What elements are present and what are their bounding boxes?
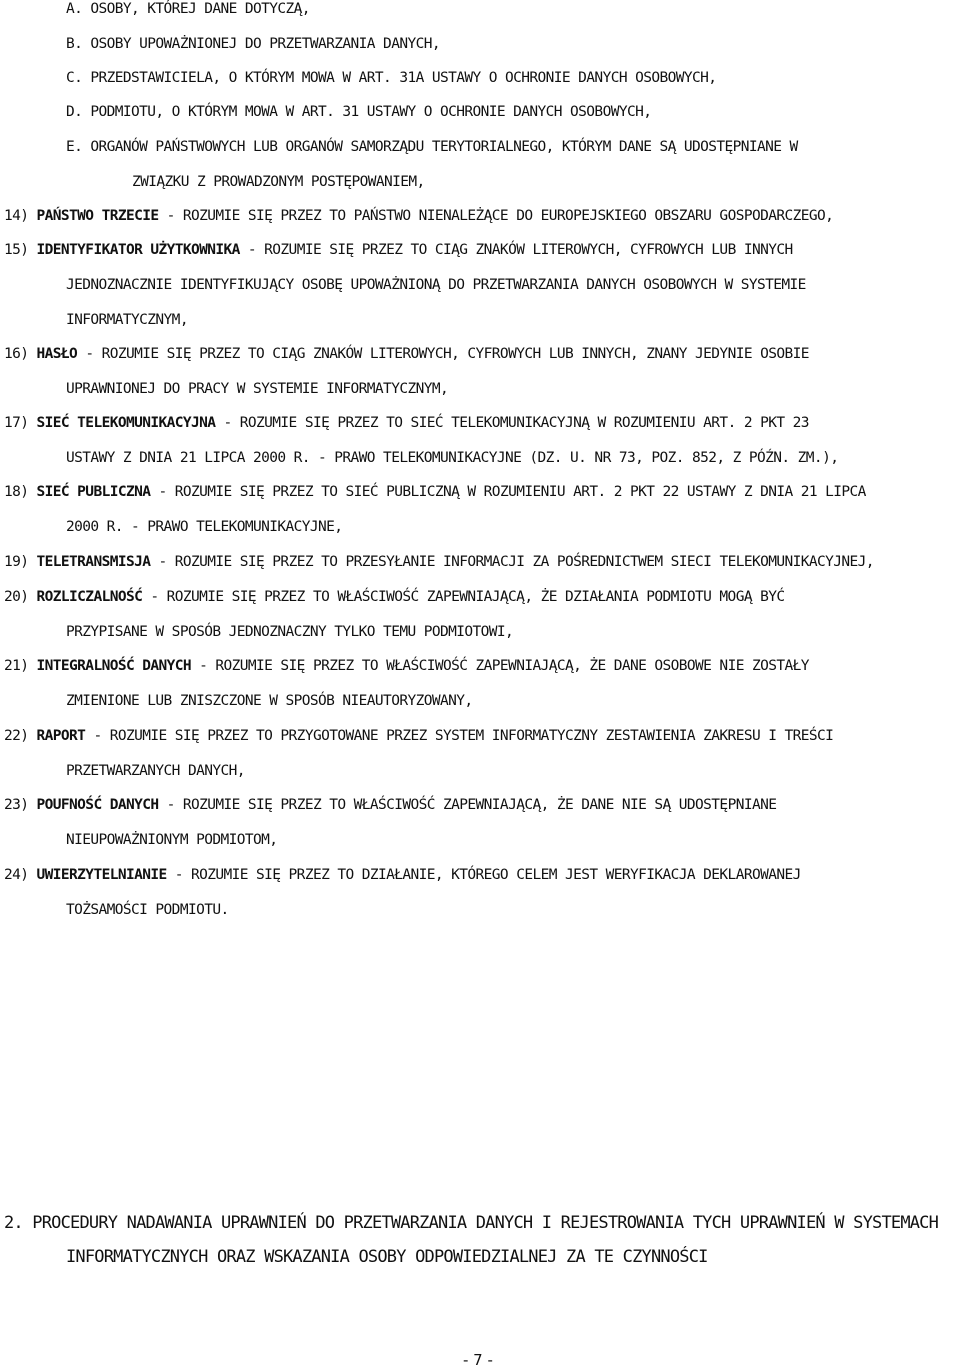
definition-number: 15) — [4, 242, 29, 258]
definition-term: ROZLICZALNOŚĆ — [36, 589, 143, 605]
sublist-item-b: B. OSOBY UPOWAŻNIONEJ DO PRZETWARZANIA DANYCH, — [66, 36, 440, 52]
definition-21 — [4, 657, 809, 675]
definition-23 — [4, 796, 776, 814]
definition-15 — [4, 241, 793, 259]
definition-text: - ROZUMIE SIĘ PRZEZ TO CIĄG ZNAKÓW LITEROWYCH, CYFROWYCH LUB INNYCH — [239, 242, 793, 258]
definition-term: HASŁO — [36, 346, 78, 362]
definition-24-continued: TOŻSAMOŚCI PODMIOTU. — [66, 902, 229, 918]
definition-16 — [4, 345, 809, 363]
definition-term: RAPORT — [36, 728, 86, 744]
definition-term: PAŃSTWO TRZECIE — [36, 208, 159, 224]
definition-15-continued-2: INFORMATYCZNYM, — [66, 312, 188, 328]
definition-text: - ROZUMIE SIĘ PRZEZ TO WŁAŚCIWOŚĆ ZAPEWNIAJĄCĄ, ŻE DANE NIE SĄ UDOSTĘPNIANE — [158, 797, 777, 813]
definition-number: 17) — [4, 415, 29, 431]
definition-18 — [4, 483, 866, 501]
definition-text: - ROZUMIE SIĘ PRZEZ TO WŁAŚCIWOŚĆ ZAPEWNIAJĄCĄ, ŻE DZIAŁANIA PODMIOTU MOGĄ BYĆ — [142, 589, 785, 605]
sublist-item-e-continued: ZWIĄZKU Z PROWADZONYM POSTĘPOWANIEM, — [132, 174, 425, 190]
definition-20-continued: PRZYPISANE W SPOSÓB JEDNOZNACZNY TYLKO TEMU PODMIOTOWI, — [66, 624, 514, 640]
section-heading-continued: INFORMATYCZNYCH ORAZ WSKAZANIA OSOBY ODPOWIEDZIALNEJ ZA TE CZYNNOŚCI — [66, 1247, 708, 1267]
definition-number: 23) — [4, 797, 29, 813]
sublist-item-c: C. PRZEDSTAWICIELA, O KTÓRYM MOWA W ART. 31A USTAWY O OCHRONIE DANYCH OSOBOWYCH, — [66, 70, 717, 86]
definition-term: IDENTYFIKATOR UŻYTKOWNIKA — [36, 242, 240, 258]
definition-term: TELETRANSMISJA — [36, 554, 151, 570]
definition-23-continued: NIEUPOWAŻNIONYM PODMIOTOM, — [66, 832, 278, 848]
definition-15-continued: JEDNOZNACZNIE IDENTYFIKUJĄCY OSOBĘ UPOWAŻNIONĄ DO PRZETWARZANIA DANYCH OSOBOWYCH W SYSTEMIE — [66, 277, 806, 293]
definition-text: - ROZUMIE SIĘ PRZEZ TO PAŃSTWO NIENALEŻĄCE DO EUROPEJSKIEGO OBSZARU GOSPODARCZEGO, — [158, 208, 834, 224]
definition-term: SIEĆ TELEKOMUNIKACYJNA — [36, 415, 216, 431]
definition-text: - ROZUMIE SIĘ PRZEZ TO PRZESYŁANIE INFORMACJI ZA POŚREDNICTWEM SIECI TELEKOMUNIKACYJNEJ, — [150, 554, 874, 570]
definition-22 — [4, 727, 833, 745]
section-heading: 2. PROCEDURY NADAWANIA UPRAWNIEŃ DO PRZETWARZANIA DANYCH I REJESTROWANIA TYCH UPRAWNIEŃ W SYSTEMACH — [4, 1213, 939, 1233]
definition-16-continued: UPRAWNIONEJ DO PRACY W SYSTEMIE INFORMATYCZNYM, — [66, 381, 449, 397]
definition-text: - ROZUMIE SIĘ PRZEZ TO WŁAŚCIWOŚĆ ZAPEWNIAJĄCĄ, ŻE DANE OSOBOWE NIE ZOSTAŁY — [191, 658, 809, 674]
definition-text: - ROZUMIE SIĘ PRZEZ TO PRZYGOTOWANE PRZEZ SYSTEM INFORMATYCZNY ZESTAWIENIA ZAKRESU I TREŚCI — [85, 728, 834, 744]
definition-number: 19) — [4, 554, 29, 570]
definition-number: 18) — [4, 484, 29, 500]
definition-24 — [4, 866, 801, 884]
definition-17 — [4, 414, 809, 432]
definition-text: - ROZUMIE SIĘ PRZEZ TO DZIAŁANIE, KTÓREGO CELEM JEST WERYFIKACJA DEKLAROWANEJ — [166, 867, 801, 883]
page-number: - 7 - — [463, 1351, 493, 1369]
definition-number: 20) — [4, 589, 29, 605]
definition-18-continued: 2000 R. - PRAWO TELEKOMUNIKACYJNE, — [66, 519, 343, 535]
definition-number: 14) — [4, 208, 29, 224]
definition-text: - ROZUMIE SIĘ PRZEZ TO CIĄG ZNAKÓW LITEROWYCH, CYFROWYCH LUB INNYCH, ZNANY JEDYNIE OSOBIE — [77, 346, 809, 362]
definition-22-continued: PRZETWARZANYCH DANYCH, — [66, 763, 245, 779]
definition-14 — [4, 207, 833, 225]
definition-text: - ROZUMIE SIĘ PRZEZ TO SIEĆ PUBLICZNĄ W ROZUMIENIU ART. 2 PKT 22 USTAWY Z DNIA 21 LIPCA — [150, 484, 866, 500]
sublist-item-d: D. PODMIOTU, O KTÓRYM MOWA W ART. 31 USTAWY O OCHRONIE DANYCH OSOBOWYCH, — [66, 104, 652, 120]
definition-21-continued: ZMIENIONE LUB ZNISZCZONE W SPOSÓB NIEAUTORYZOWANY, — [66, 693, 473, 709]
definition-number: 24) — [4, 867, 29, 883]
definition-text: - ROZUMIE SIĘ PRZEZ TO SIEĆ TELEKOMUNIKACYJNĄ W ROZUMIENIU ART. 2 PKT 23 — [215, 415, 809, 431]
definition-number: 16) — [4, 346, 29, 362]
sublist-item-a: A. OSOBY, KTÓREJ DANE DOTYCZĄ, — [66, 1, 310, 17]
definition-term: POUFNOŚĆ DANYCH — [36, 797, 159, 813]
definition-19 — [4, 553, 874, 571]
definition-term: SIEĆ PUBLICZNA — [36, 484, 151, 500]
definition-17-continued: USTAWY Z DNIA 21 LIPCA 2000 R. - PRAWO TELEKOMUNIKACYJNE (DZ. U. NR 73, POZ. 852, Z PÓŹN. ZM.), — [66, 450, 839, 466]
definition-20 — [4, 588, 784, 606]
definition-number: 22) — [4, 728, 29, 744]
definition-number: 21) — [4, 658, 29, 674]
sublist-item-e: E. ORGANÓW PAŃSTWOWYCH LUB ORGANÓW SAMORZĄDU TERYTORIALNEGO, KTÓRYM DANE SĄ UDOSTĘPNIANE W — [66, 139, 798, 155]
definition-term: UWIERZYTELNIANIE — [36, 867, 167, 883]
definition-term: INTEGRALNOŚĆ DANYCH — [36, 658, 191, 674]
